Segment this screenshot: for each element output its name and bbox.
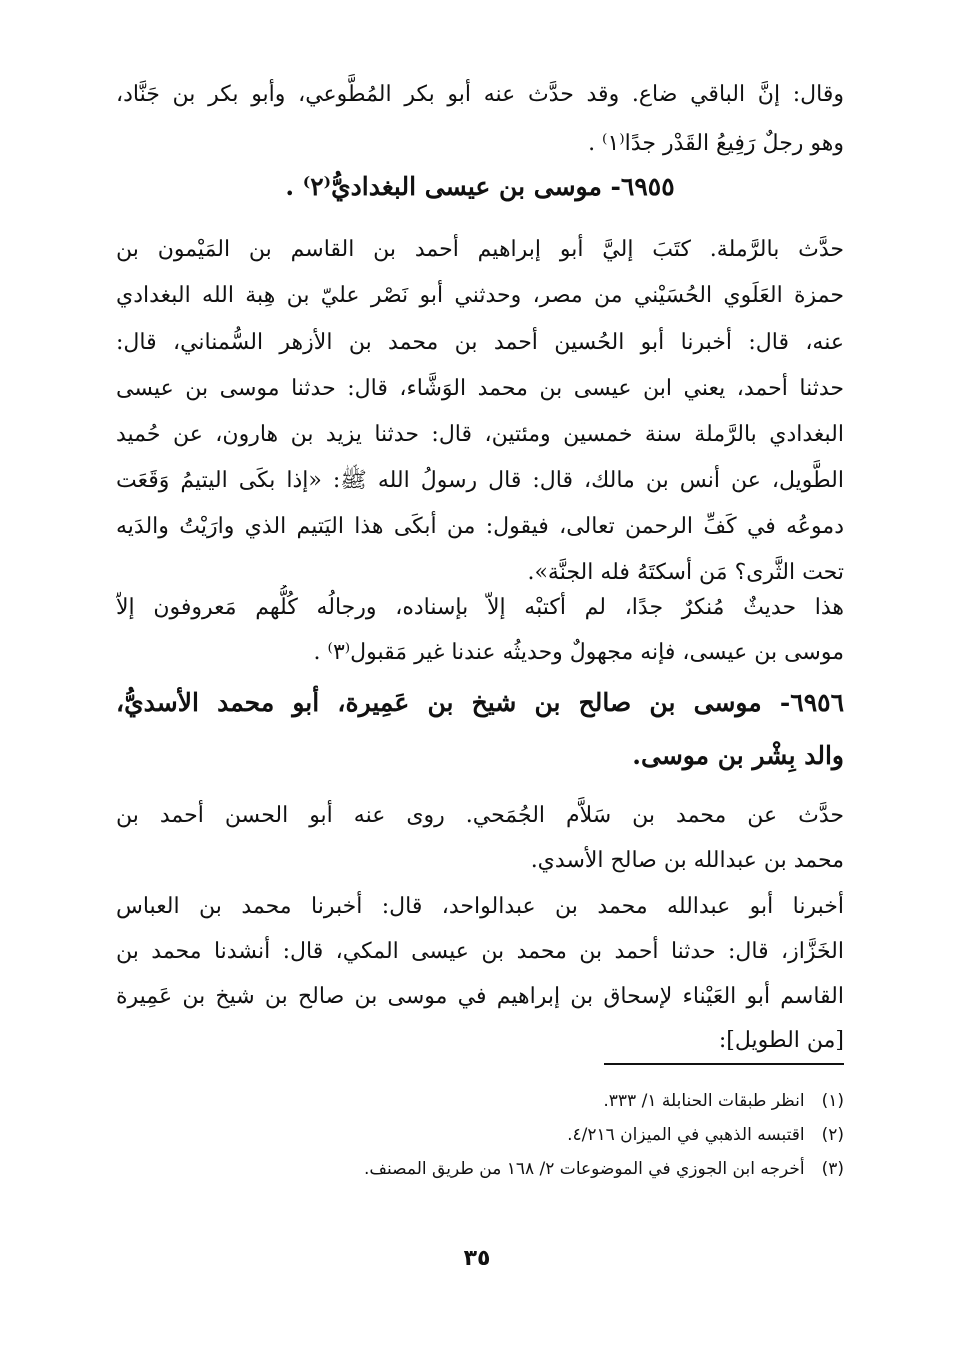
page-number: ٣٥: [463, 1246, 491, 1271]
footnote-number: (٣): [821, 1159, 844, 1179]
body-line: الطَّويل، عن أنس بن مالك، قال: قال رسولُ الله ﷺ: «إذا بكَى اليتيمُ وَقَعَت: [116, 468, 844, 493]
footnote-separator: [604, 1063, 844, 1065]
footnote-number: (٢): [821, 1125, 844, 1145]
body-line: عنه، قال: أخبرنا أبو الحُسين أحمد بن محمد بن الأزهر السُّمناني، قال:: [116, 330, 844, 355]
body-line: أخبرنا أبو عبدالله محمد بن عبدالواحد، قال: أخبرنا محمد بن العباس: [116, 894, 844, 919]
footnote-text: اقتبسه الذهبي في الميزان ٤/٢١٦.: [567, 1125, 805, 1145]
body-line: تحت الثَّرى؟ مَن أسكتَهُ فله الجنَّة».: [527, 560, 844, 585]
body-line: دموعُه في كَفِّ الرحمن تعالى، فيقول: من أبكَى هذا اليَتيم الذي وارَيْتُ والدَيه: [116, 514, 844, 539]
body-line: البغدادي بالرَّملة سنة خمسين ومئتين، قال: حدثنا يزيد بن هارون، عن حُميد: [116, 422, 844, 447]
body-line: هذا حديثٌ مُنكرٌ جدًا، لم أكتبْه إلاّ بإسناده، ورجالُه كُلُّهم مَعروفون إلاّ: [116, 595, 844, 620]
footnote-2: [116, 1118, 844, 1152]
body-line: الخَزَّاز، قال: حدثنا أحمد بن محمد بن عيسى المكي، قال: أنشدنا محمد بن: [116, 939, 844, 964]
entry-heading-6956: ٦٩٥٦- موسى بن صالح بن شيخ بن عَمِيرة، أبو محمد الأسديُّ،: [116, 688, 844, 717]
body-line: [من الطويل]:: [718, 1028, 844, 1053]
body-line: حدَّث عن محمد بن سَلاَّم الجُمَحي. روى عنه أبو الحسن أحمد بن: [116, 803, 844, 828]
body-line: حدثنا أحمد، يعني ابن عيسى بن محمد الوَشَّاء، قال: حدثنا موسى بن عيسى: [116, 376, 844, 401]
body-line: حدَّث بالرَّملة. كتَبَ إليَّ أبو إبراهيم أحمد بن القاسم بن المَيْمون بن: [116, 237, 844, 262]
body-line: وهو رجلٌ رَفِيعُ القَدْر جدًا⁽١⁾ .: [588, 131, 844, 156]
footnote-1: [116, 1084, 844, 1118]
footnote-text: انظر طبقات الحنابلة ١/ ٣٣٣.: [603, 1091, 805, 1111]
footnote-text: أخرجه ابن الجوزي في الموضوعات ٢/ ١٦٨ من طريق المصنف.: [364, 1159, 805, 1179]
footnote-3: [116, 1152, 844, 1186]
body-line: حمزة العَلَوي الحُسَيْني من مصر، وحدثني أبو نَصْر عليّ بن هِبة الله البغدادي: [116, 283, 844, 308]
footnote-number: (١): [821, 1091, 844, 1111]
body-line: محمد بن عبدالله بن صالح الأسدي.: [530, 848, 844, 873]
entry-heading-6955: ٦٩٥٥- موسى بن عيسى البغداديُّ⁽٢⁾ .: [285, 172, 675, 201]
body-line: وقال: إنَّ الباقي ضاع. وقد حدَّث عنه أبو بكر المُطَّوعي، وأبو بكر بن جَنَّاد،: [116, 82, 844, 107]
entry-heading-6956-cont: والد بِشْر بن موسى.: [632, 741, 844, 770]
body-line: موسى بن عيسى، فإنه مجهولٌ وحديثُه عندنا غير مَقبول⁽٣⁾ .: [313, 640, 844, 665]
body-line: القاسم أبو العَيْناء لإسحاق بن إبراهيم في موسى بن صالح بن شيخ بن عَمِيرة: [116, 984, 844, 1009]
